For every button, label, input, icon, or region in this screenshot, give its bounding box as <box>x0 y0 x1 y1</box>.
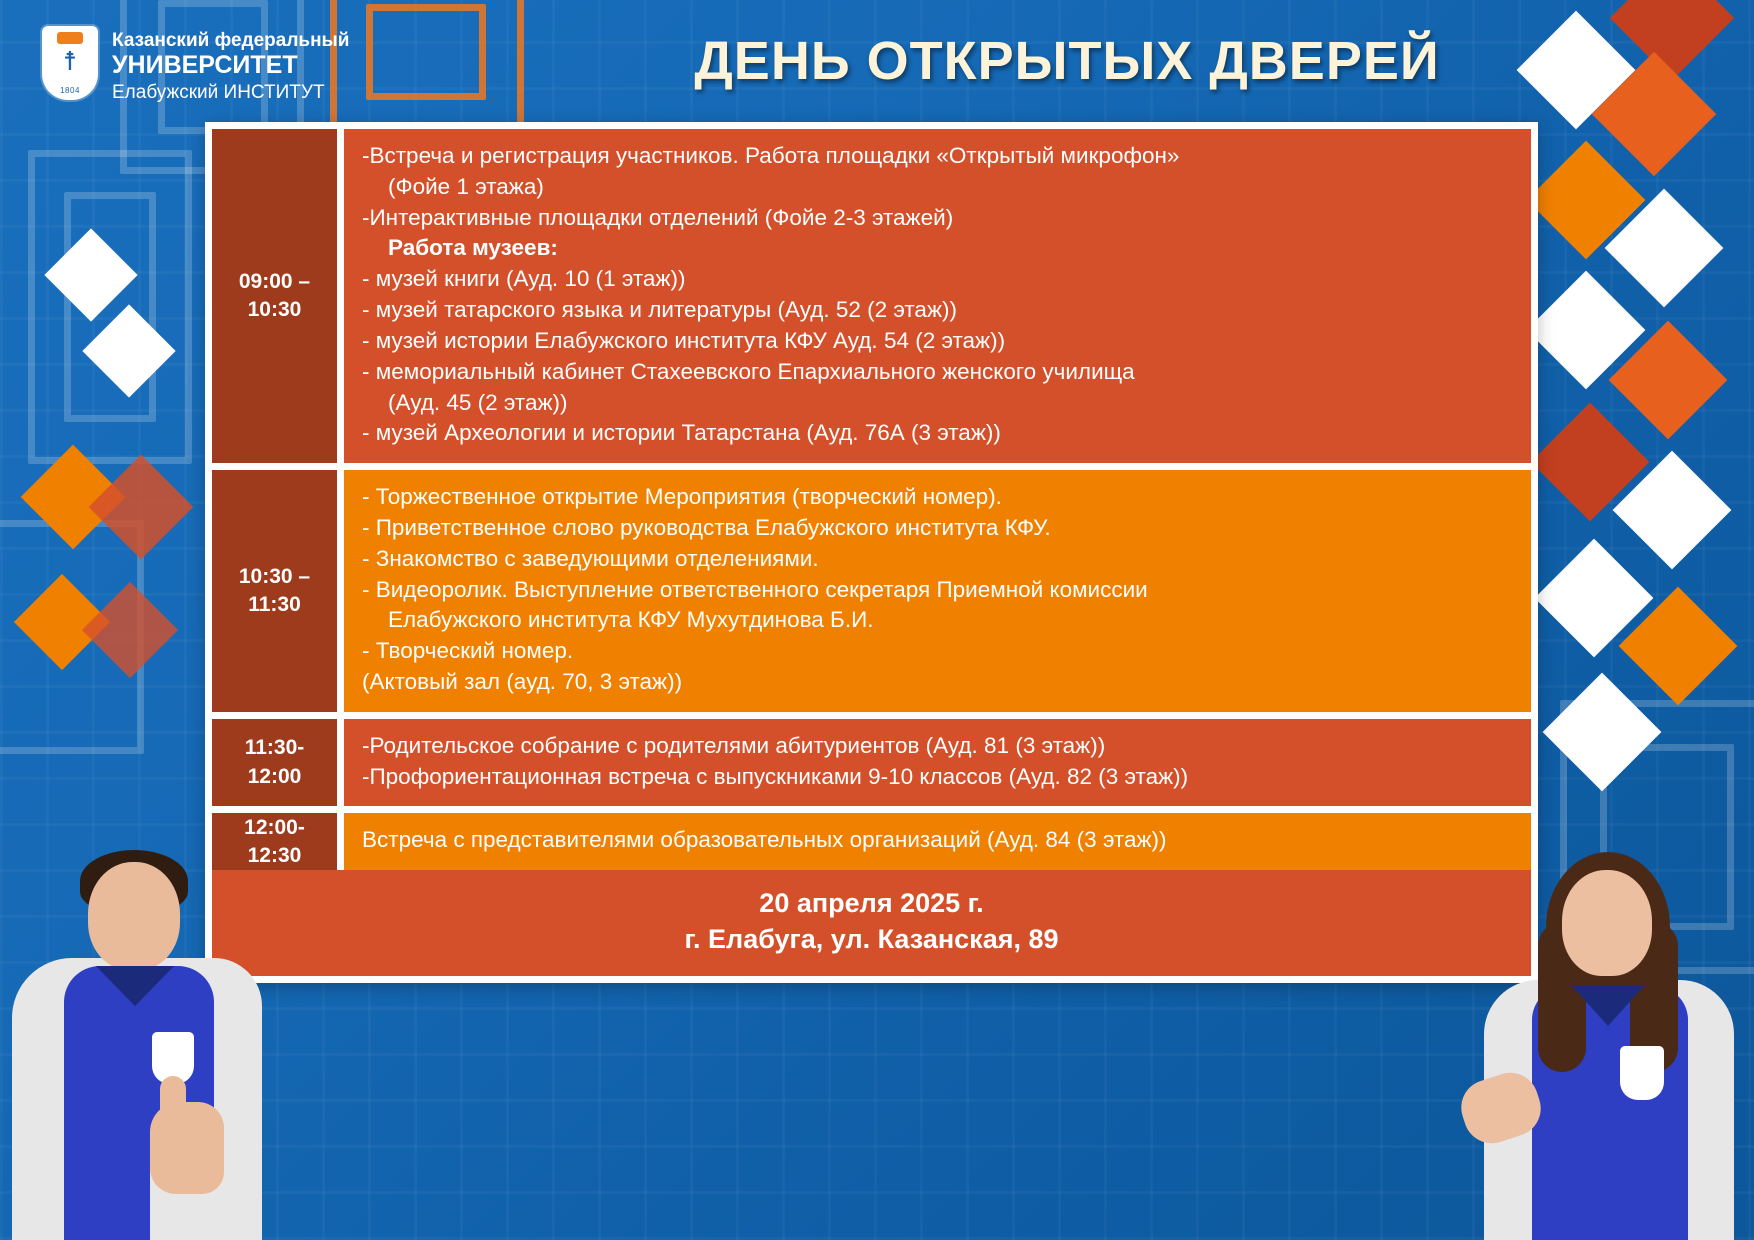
schedule-content-cell <box>344 813 1531 870</box>
schedule-line: - музей татарского языка и литературы (Ауд. 52 (2 этаж)) <box>362 297 957 323</box>
student-photo-left <box>0 820 270 1240</box>
kfu-logo <box>42 26 349 106</box>
left-student-head <box>88 862 180 970</box>
schedule-line: (Актовый зал (ауд. 70, 3 этаж)) <box>362 669 683 694</box>
schedule-line: - Приветственное слово руководства Елабужского института КФУ. <box>362 514 1051 540</box>
schedule-row <box>212 719 1531 814</box>
schedule-rows <box>212 129 1531 870</box>
schedule-line: - музей истории Елабужского института КФУ Ауд. 54 (2 этаж)) <box>362 327 1006 353</box>
schedule-line: Встреча с представителями образовательных организаций (Ауд. 84 (3 этаж)) <box>362 827 1167 853</box>
schedule-content-cell <box>344 719 1531 807</box>
schedule-row <box>212 129 1531 470</box>
schedule-time-line: 12:00- <box>244 815 305 839</box>
right-student-jacket-emblem <box>1620 1046 1664 1100</box>
event-date: 20 апреля 2025 г. <box>759 888 984 919</box>
logo-text-block <box>112 26 349 106</box>
schedule-time-line: 10:30 <box>247 298 302 322</box>
schedule-line: -Родительское собрание с родителями абитуриентов (Ауд. 81 (3 этаж)) <box>362 732 1106 758</box>
schedule-row <box>212 813 1531 870</box>
poster-footer <box>212 870 1531 975</box>
right-student-head <box>1562 870 1652 976</box>
schedule-line: - Творческий номер. <box>362 638 574 664</box>
schedule-line: -Интерактивные площадки отделений (Фойе 2-3 этажей) <box>362 204 954 230</box>
logo-line-1: Казанский федеральный <box>112 30 350 51</box>
schedule-content-cell <box>344 470 1531 712</box>
student-photo-right <box>1454 840 1754 1240</box>
thumbs-up-icon <box>160 1076 186 1128</box>
schedule-time-line: 11:30- <box>244 736 305 760</box>
schedule-time-cell <box>212 719 344 807</box>
schedule-line: - музей книги (Ауд. 10 (1 этаж)) <box>362 266 686 292</box>
shield-crown-icon <box>57 32 83 44</box>
schedule-content-cell <box>344 129 1531 463</box>
schedule-row <box>212 470 1531 719</box>
schedule-line: -Встреча и регистрация участников. Работа площадки «Открытый микрофон» <box>362 143 1180 168</box>
schedule-line: - музей Археологии и истории Татарстана (Ауд. 76А (3 этаж)) <box>362 420 1001 446</box>
schedule-time-line: 10:30 – <box>238 564 311 588</box>
schedule-time-line: 12:00 <box>247 764 302 788</box>
schedule-time-cell <box>212 470 344 712</box>
maze-ornament-orange-2 <box>366 4 486 100</box>
schedule-time-cell <box>212 129 344 463</box>
schedule-line: - мемориальный кабинет Стахеевского Епархиального женского училища <box>362 358 1135 384</box>
schedule-panel <box>205 122 1538 983</box>
page-title: ДЕНЬ ОТКРЫТЫХ ДВЕРЕЙ <box>694 31 1440 91</box>
schedule-line: - Видеоролик. Выступление ответственного секретаря Приемной комиссии <box>362 576 1148 602</box>
schedule-time-line: 09:00 – <box>238 269 311 293</box>
schedule-line: Елабужского института КФУ Мухутдинова Б.И. <box>388 607 874 633</box>
dragon-icon: ☨ <box>62 46 78 76</box>
logo-line-3: Елабужский ИНСТИТУТ <box>112 82 325 104</box>
schedule-line: -Профориентационная встреча с выпускниками 9-10 классов (Ауд. 82 (3 этаж)) <box>362 763 1189 789</box>
shield-year: 1804 <box>60 86 80 95</box>
event-address: г. Елабуга, ул. Казанская, 89 <box>684 923 1059 954</box>
schedule-time-line: 12:30 <box>247 843 302 867</box>
schedule-time-line: 11:30 <box>248 592 301 616</box>
schedule-line: - Торжественное открытие Мероприятия (творческий номер). <box>362 484 1002 510</box>
schedule-line: - Знакомство с заведующими отделениями. <box>362 545 819 571</box>
schedule-line: (Ауд. 45 (2 этаж)) <box>388 389 568 415</box>
schedule-line: Работа музеев: <box>388 235 558 261</box>
schedule-line: (Фойе 1 этажа) <box>388 173 544 199</box>
logo-line-2: УНИВЕРСИТЕТ <box>112 51 298 80</box>
shield-icon <box>42 26 98 100</box>
